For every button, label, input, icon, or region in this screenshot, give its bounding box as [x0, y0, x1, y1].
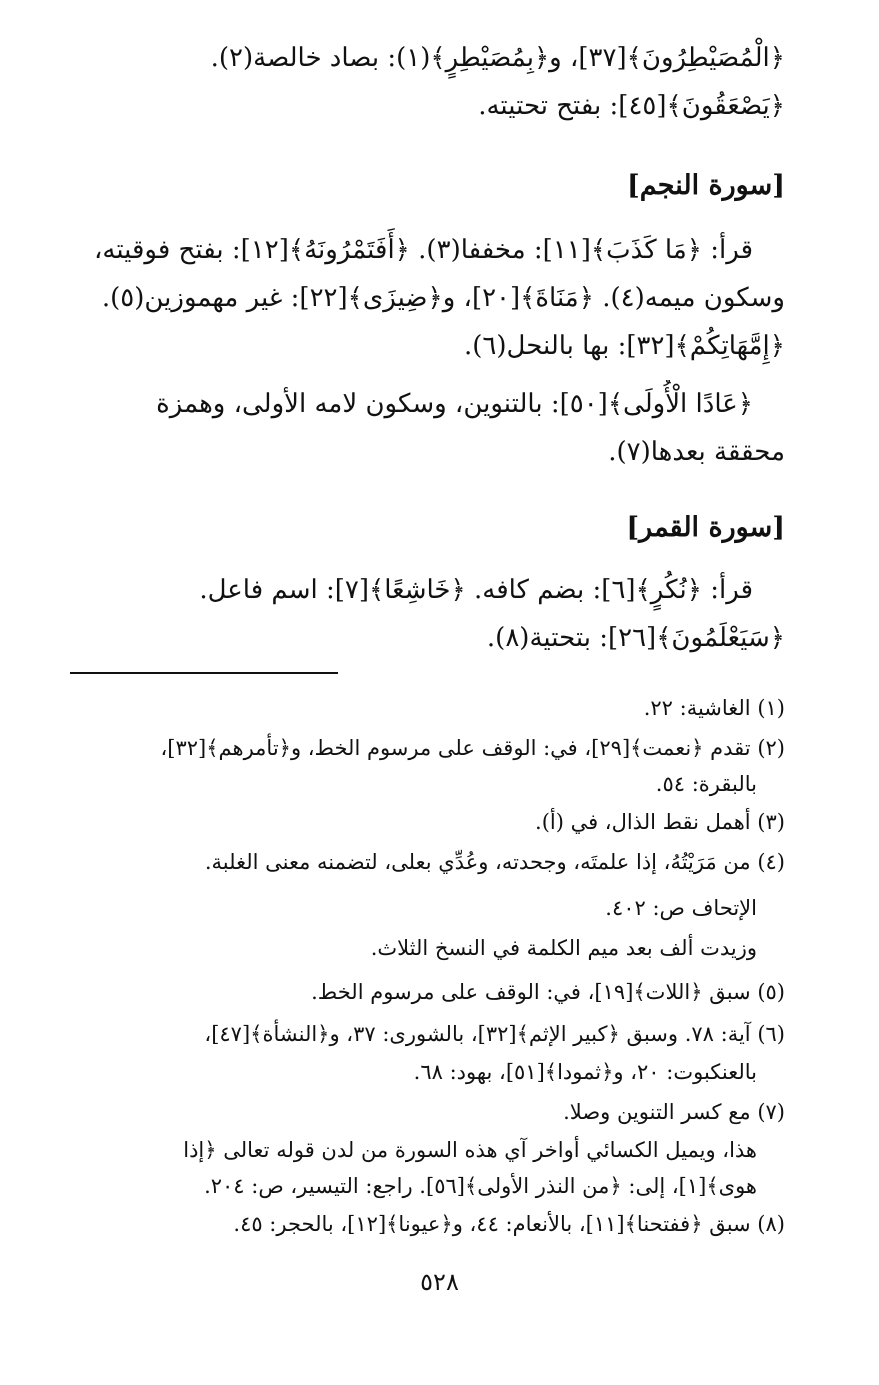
text-line: قرأ: ﴿نُكُرٍ﴾[٦]: بضم كافه. ﴿خَاشِعًا﴾[٧]: اسم فاعل. [199, 575, 753, 605]
footnote-line: هوى﴾[١]، إلى: ﴿من النذر الأولى﴾[٥٦]. راجع: التيسير، ص: ٢٠٤. [204, 1174, 757, 1198]
text-line: وسكون ميمه(٤). ﴿مَنَاةَ﴾[٢٠]، و﴿ضِيزَى﴾[٢٢]: غير مهموزين(٥). [101, 283, 785, 313]
footnote-line: هذا، ويميل الكسائي أواخر آي هذه السورة من لدن قوله تعالى ﴿إذا [183, 1138, 757, 1162]
text-line: ﴿سَيَعْلَمُونَ﴾[٢٦]: بتحتية(٨). [486, 623, 785, 653]
footnote-line: (٨) سبق ﴿ففتحنا﴾[١١]، بالأنعام: ٤٤، و﴿عيونا﴾[١٢]، بالحجر: ٤٥. [233, 1212, 785, 1236]
footnote-line: (٥) سبق ﴿اللات﴾[١٩]، في: الوقف على مرسوم الخط. [311, 980, 785, 1004]
footnote-line: (٣) أهمل نقط الذال، في (أ). [535, 810, 785, 834]
footnote-line: وزيدت ألف بعد ميم الكلمة في النسخ الثلاث. [370, 936, 757, 960]
text-line: ﴿عَادًا الْأُولَى﴾[٥٠]: بالتنوين، وسكون لامه الأولى، وهمزة [156, 389, 753, 419]
text-line: قرأ: ﴿مَا كَذَبَ﴾[١١]: مخففا(٣). ﴿أَفَتَمْرُونَهُ﴾[١٢]: بفتح فوقيته، [93, 235, 753, 265]
page-number: ٥٢٨ [420, 1268, 459, 1296]
footnote-line: (١) الغاشية: ٢٢. [643, 696, 785, 720]
text-line: ﴿إِمَّهَاتِكُمْ﴾[٣٢]: بها بالنحل(٦). [463, 331, 785, 361]
footnote-line: (٢) تقدم ﴿نعمت﴾[٢٩]، في: الوقف على مرسوم الخط، و﴿تأمرهم﴾[٣٢]، [160, 736, 785, 760]
surah-heading: [سورة القمر] [626, 512, 785, 543]
footnote-line: الإتحاف ص: ٤٠٢. [605, 896, 757, 920]
footnote-separator [70, 672, 338, 674]
footnote-line: (٤) من مَرَيْتُهُ، إذا علمتَه، وجحدته، وعُدِّي بعلى، لتضمنه معنى الغلبة. [204, 850, 785, 874]
text-line: ﴿الْمُصَيْطِرُونَ﴾[٣٧]، و﴿بِمُصَيْطِرٍ﴾(١): بصاد خالصة(٢). [210, 43, 785, 73]
text-line: ﴿يَصْعَقُونَ﴾[٤٥]: بفتح تحتيته. [478, 91, 785, 121]
footnote-line: (٧) مع كسر التنوين وصلا. [563, 1100, 785, 1124]
footnote-line: بالعنكبوت: ٢٠، و﴿ثمودا﴾[٥١]، بهود: ٦٨. [413, 1060, 757, 1084]
footnote-line: بالبقرة: ٥٤. [655, 772, 757, 796]
text-line: محققة بعدها(٧). [608, 437, 785, 467]
surah-heading: [سورة النجم] [627, 170, 785, 201]
footnote-line: (٦) آية: ٧٨. وسبق ﴿كبير الإثم﴾[٣٢]، بالشورى: ٣٧، و﴿النشأة﴾[٤٧]، [204, 1022, 785, 1046]
